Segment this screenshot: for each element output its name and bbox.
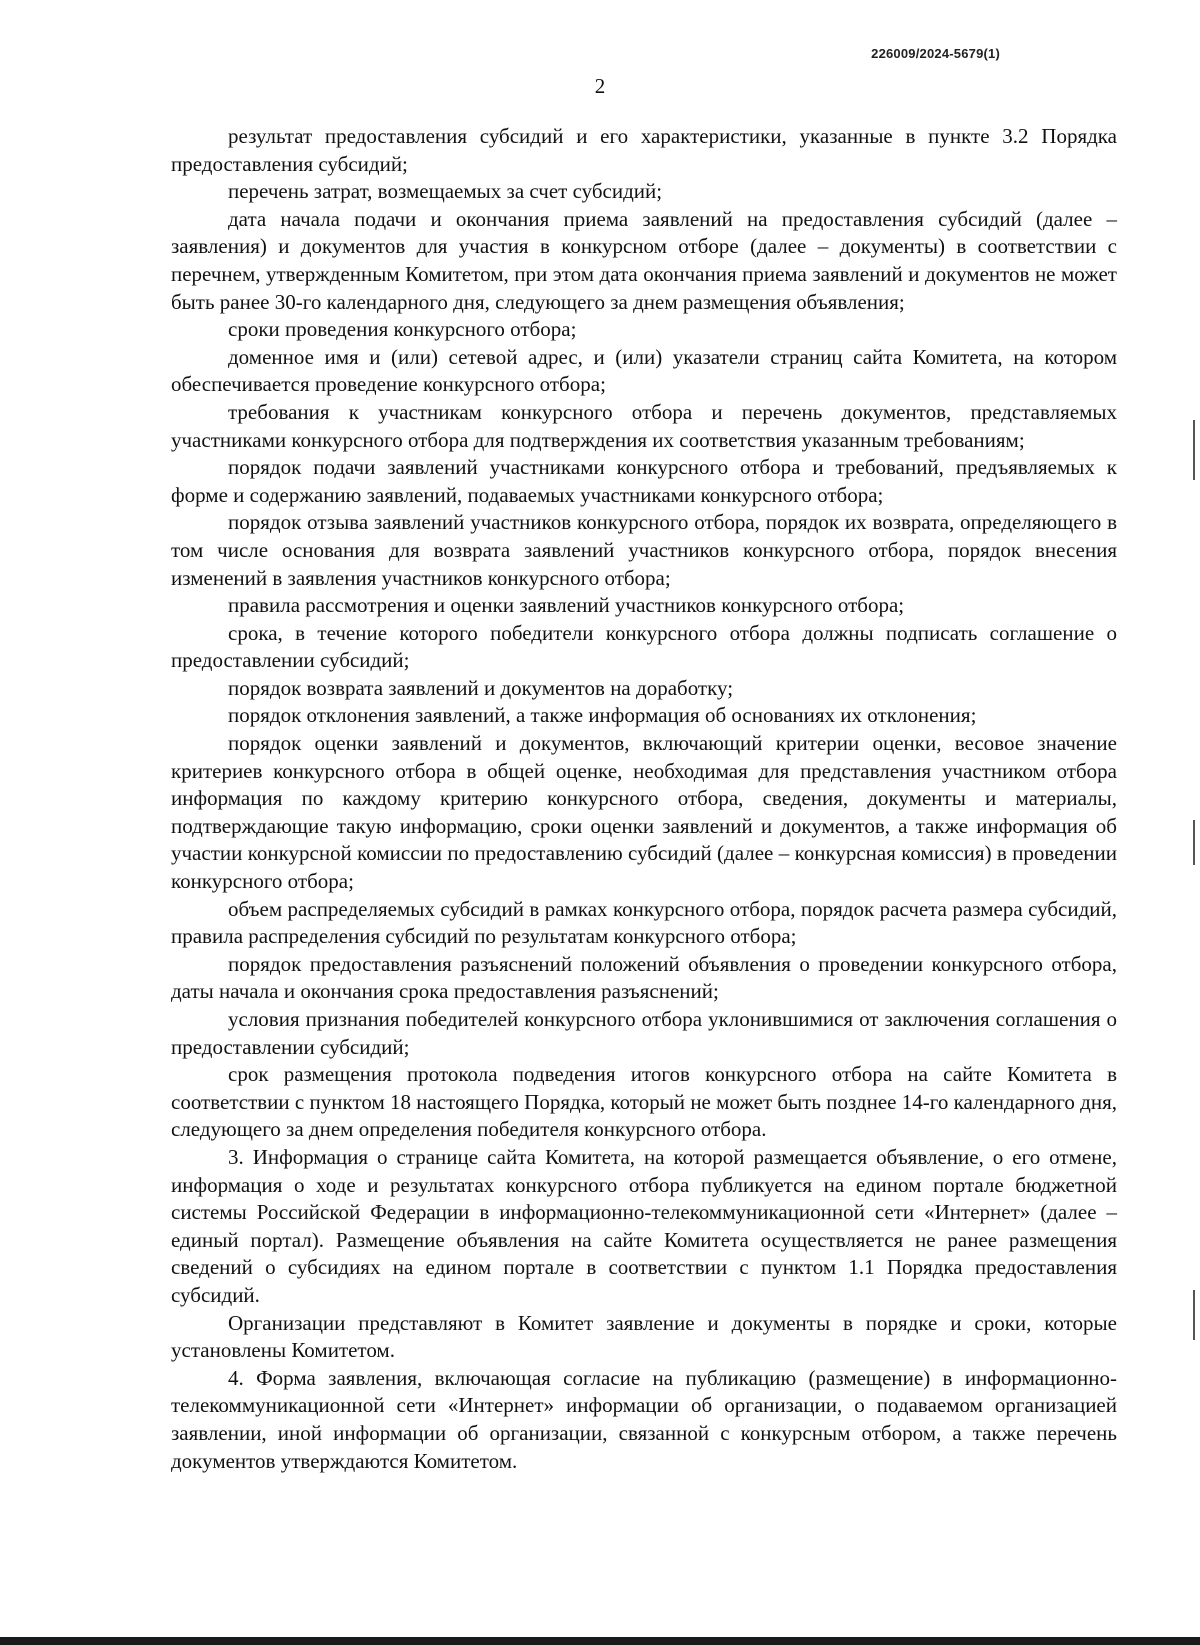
paragraph: порядок отклонения заявлений, а также информация об основаниях их отклонения; (228, 703, 977, 728)
paragraph: результат предоставления субсидий и его характеристики, указанные в пункте 3.2 Порядка предоставления субсидий; (171, 124, 1117, 176)
paragraph: условия признания победителей конкурсного отбора уклонившимися от заключения соглашения о предоставлении субсидий; (171, 1007, 1117, 1059)
paragraph: срок размещения протокола подведения итогов конкурсного отбора на сайте Комитета в соответствии с пунктом 18 настоящего Порядка, который не может быть позднее 14-го календарного дня, следующего за днем определения победителя конкурсного отбора. (171, 1062, 1117, 1142)
paragraph: порядок оценки заявлений и документов, включающий критерии оценки, весовое значение критериев конкурсного отбора в общей оценке, необходимая для представления участником отбора информация по каждому критерию конкурсного отбора, сведения, документы и материалы, подтверждающие такую информацию, сроки оценки заявлений и документов, а также информация об участии конкурсной комиссии по предоставлению субсидий (далее – конкурсная комиссия) в проведении конкурсного отбора; (171, 731, 1117, 894)
document-registration-number: 226009/2024-5679(1) (871, 46, 1000, 61)
paragraph: сроки проведения конкурсного отбора; (228, 317, 577, 342)
paragraph: порядок подачи заявлений участниками конкурсного отбора и требований, предъявляемых к форме и содержанию заявлений, подаваемых участниками конкурсного отбора; (171, 455, 1117, 507)
paragraph: срока, в течение которого победители конкурсного отбора должны подписать соглашение о предоставлении субсидий; (171, 620, 1117, 673)
page-number: 2 (594, 74, 606, 98)
paragraph: 4. Форма заявления, включающая согласие на публикацию (размещение) в информационно-телекоммуникационной сети «Интернет» информации об организации, о подаваемом организацией заявлении, иной информации об организации, связанной с конкурсным отбором, а также перечень документов утверждаются Комитетом. (171, 1365, 1117, 1473)
paragraph: доменное имя и (или) сетевой адрес, и (или) указатели страниц сайта Комитета, на котором обеспечивается проведение конкурсного отбора; (171, 344, 1117, 397)
scan-edge-mark (1193, 1290, 1195, 1340)
paragraph: правила рассмотрения и оценки заявлений участников конкурсного отбора; (228, 593, 905, 618)
paragraph: порядок возврата заявлений и документов на доработку; (228, 675, 734, 700)
scan-edge-mark (1193, 420, 1195, 480)
scan-edge-mark (1193, 820, 1195, 865)
scan-bottom-edge (0, 1637, 1200, 1645)
paragraph: перечень затрат, возмещаемых за счет субсидий; (228, 179, 663, 204)
paragraph: порядок предоставления разъяснений положений объявления о проведении конкурсного отбора, даты начала и окончания срока предоставления разъяснений; (171, 951, 1117, 1004)
document-body (171, 123, 1117, 1475)
paragraph: Организации представляют в Комитет заявление и документы в порядке и сроки, которые установлены Комитетом. (171, 1310, 1117, 1363)
paragraph: 3. Информация о странице сайта Комитета, на которой размещается объявление, о его отмене, информация о ходе и результатах конкурсного отбора публикуется на едином портале бюджетной системы Российской Федерации в информационно-телекоммуникационной сети «Интернет» (далее – единый портал). Размещение объявления на сайте Комитета осуществляется не ранее размещения сведений о субсидиях на едином портале в соответствии с пунктом 1.1 Порядка предоставления субсидий. (171, 1144, 1117, 1307)
paragraph: порядок отзыва заявлений участников конкурсного отбора, порядок их возврата, определяющего в том числе основания для возврата заявлений участников конкурсного отбора, порядок внесения изменений в заявления участников конкурсного отбора; (171, 510, 1117, 590)
paragraph: дата начала подачи и окончания приема заявлений на предоставления субсидий (далее – заявления) и документов для участия в конкурсном отборе (далее – документы) в соответствии с перечнем, утвержденным Комитетом, при этом дата окончания приема заявлений и документов не может быть ранее 30-го календарного дня, следующего за днем размещения объявления; (171, 206, 1117, 314)
paragraph: объем распределяемых субсидий в рамках конкурсного отбора, порядок расчета размера субсидий, правила распределения субсидий по результатам конкурсного отбора; (171, 896, 1117, 949)
paragraph: требования к участникам конкурсного отбора и перечень документов, представляемых участниками конкурсного отбора для подтверждения их соответствия указанным требованиям; (171, 399, 1117, 452)
